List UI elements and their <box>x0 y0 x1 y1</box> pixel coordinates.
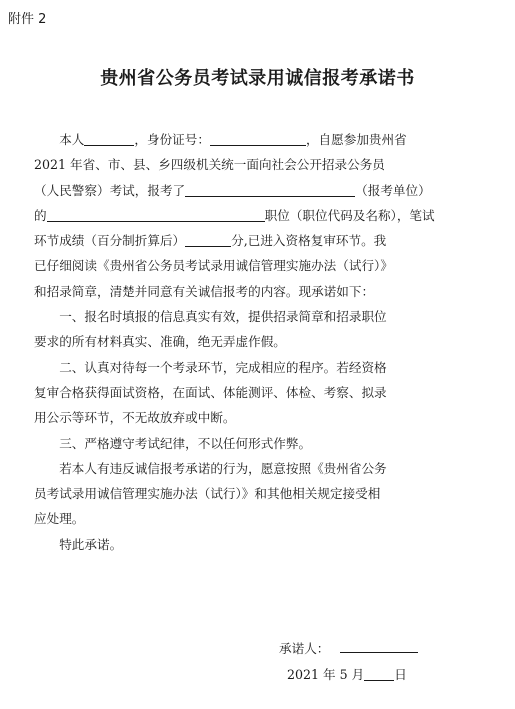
text-segment: 本人 <box>59 132 85 147</box>
signature-date <box>287 664 407 683</box>
text-line <box>34 178 486 203</box>
text-segment: 职位（职位代码及名称），笔试 <box>264 207 435 223</box>
paragraph-closing: 特此承诺。 <box>59 536 123 552</box>
text-line <box>34 203 486 228</box>
id-number-blank <box>210 131 306 146</box>
paragraph-declaration <box>34 127 486 152</box>
text-segment: 的 <box>34 207 47 223</box>
text-line: 2021 年省、市、县、乡四级机关统一面向社会公开招录公务员 <box>34 157 385 173</box>
text-segment: （报考单位） <box>355 182 431 198</box>
date-prefix: 2021 年 5 月 <box>287 667 365 682</box>
paragraph-item-1: 一、报名时填报的信息真实有效，提供招录简章和招录职位 <box>59 309 387 325</box>
name-blank <box>84 131 134 146</box>
attachment-label: 附件 2 <box>8 12 47 27</box>
text-line: 用公示等环节，不无故放弃或中断。 <box>34 410 236 426</box>
text-line: 员考试录用诚信管理实施办法（试行）》和其他相关规定接受相 <box>34 486 381 502</box>
text-segment: （人民警察）考试，报考了 <box>34 182 186 198</box>
text-segment: 环节成绩（百分制折算后） <box>34 233 186 249</box>
signer-blank <box>340 652 418 653</box>
text-segment: ，身份证号： <box>134 132 210 147</box>
text-line <box>34 228 486 253</box>
document-body <box>34 127 486 557</box>
text-segment: ，自愿参加贵州省 <box>305 132 407 147</box>
document-title: 贵州省公务员考试录用诚信报考承诺书 <box>100 68 415 89</box>
text-line: 和招录简章，清楚并同意有关诚信报考的内容。现承诺如下： <box>34 283 375 299</box>
paragraph-item-2: 二、认真对待每一个考录环节，完成相应的程序。若经资格 <box>59 359 387 375</box>
text-line: 要求的所有材料真实、准确，绝无弄虚作假。 <box>34 334 286 350</box>
text-line: 应处理。 <box>34 511 85 527</box>
position-blank <box>47 207 265 222</box>
text-line: 复审合格获得面试资格，在面试、体能测评、体检、考察、拟录 <box>34 384 387 400</box>
paragraph-violation: 若本人有违反诚信报考承诺的行为，愿意按照《贵州省公务 <box>59 460 387 476</box>
paragraph-item-3: 三、严格遵守考试纪律，不以任何形式作弊。 <box>59 435 312 451</box>
signer-label: 承诺人： <box>279 641 330 656</box>
text-line: 已仔细阅读《贵州省公务员考试录用诚信管理实施办法（试行）》 <box>34 258 393 274</box>
score-blank <box>185 232 231 247</box>
date-suffix: 日 <box>394 667 407 682</box>
day-blank <box>364 666 394 681</box>
text-segment: 分,已进入资格复审环节。我 <box>231 233 387 249</box>
employer-blank <box>185 182 355 197</box>
